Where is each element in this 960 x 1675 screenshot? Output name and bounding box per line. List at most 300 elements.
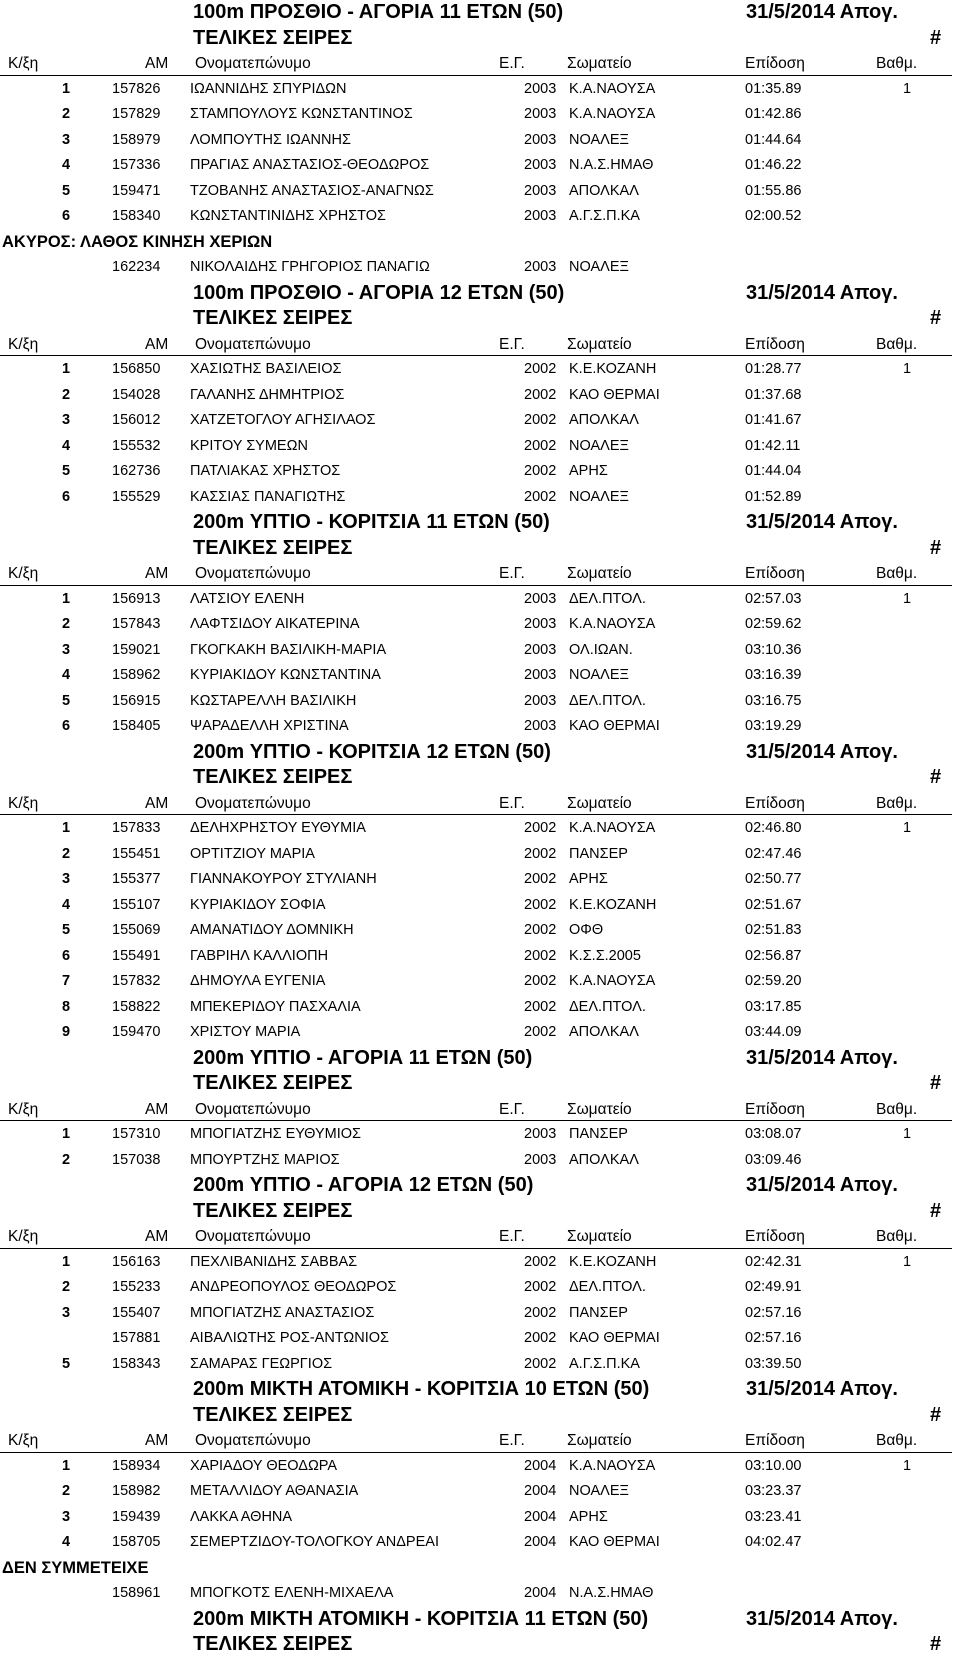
- registration-number: 158982: [112, 1483, 161, 1499]
- athlete-name: ΚΥΡΙΑΚΙΔΟΥ ΚΩΝΣΤΑΝΤΙΝΑ: [190, 667, 381, 683]
- athlete-name: ΠΕΧΛΙΒΑΝΙΔΗΣ ΣΑΒΒΑΣ: [190, 1253, 358, 1270]
- swim-time: 01:42.86: [745, 106, 802, 122]
- column-header-time: Επίδοση: [745, 335, 805, 353]
- heat-number-marker: #: [930, 1403, 942, 1426]
- result-row: [0, 255, 960, 281]
- athlete-name: ΣΕΜΕΡΤΖΙΔΟΥ-ΤΟΛΟΓΚΟΥ ΑΝΔΡΕΑΙ: [190, 1534, 439, 1550]
- rank: 2: [62, 386, 71, 403]
- column-header-pos: Κ/ξη: [8, 55, 39, 72]
- birth-year: 2003: [524, 259, 557, 275]
- result-row: [0, 587, 960, 613]
- rank: 3: [62, 641, 71, 658]
- column-header-year: Ε.Γ.: [499, 1228, 525, 1245]
- club-name: ΑΠΟΛΚΑΛ: [569, 1024, 639, 1040]
- event-subtitle-row: [0, 1199, 960, 1225]
- column-header-time: Επίδοση: [745, 1432, 805, 1449]
- athlete-name: ΓΑΛΑΝΗΣ ΔΗΜΗΤΡΙΟΣ: [190, 386, 345, 403]
- result-row: [0, 1326, 960, 1352]
- event-subtitle: ΤΕΛΙΚΕΣ ΣΕΙΡΕΣ: [193, 536, 353, 559]
- event-title: 100m ΠΡΟΣΘΙΟ - ΑΓΟΡΙΑ 11 ΕΤΩΝ (50): [193, 1, 564, 23]
- club-name: Κ.Α.ΝΑΟΥΣΑ: [569, 1457, 656, 1474]
- registration-number: 158405: [112, 718, 161, 734]
- registration-number: 158705: [112, 1534, 161, 1550]
- registration-number: 158343: [112, 1355, 161, 1372]
- registration-number: 155529: [112, 488, 161, 505]
- result-row: [0, 485, 960, 511]
- athlete-name: ΧΑΡΙΑΔΟΥ ΘΕΟΔΩΡΑ: [190, 1457, 338, 1474]
- result-row: [0, 995, 960, 1021]
- swim-time: 02:47.46: [745, 845, 802, 862]
- event-date: 31/5/2014 Απογ.: [746, 511, 898, 533]
- result-row: [0, 1454, 960, 1480]
- athlete-name: ΣΑΜΑΡΑΣ ΓΕΩΡΓΙΟΣ: [190, 1355, 333, 1372]
- swim-time: 02:00.52: [745, 208, 802, 224]
- event-title-row: [0, 281, 960, 307]
- column-header-name: Ονοματεπώνυμο: [195, 1432, 311, 1449]
- event-title-row: [0, 1377, 960, 1403]
- swim-time: 02:51.83: [745, 922, 802, 938]
- result-row: [0, 408, 960, 434]
- birth-year: 2003: [524, 106, 557, 122]
- athlete-name: ΓΚΟΓΚΑΚΗ ΒΑΣΙΛΙΚΗ-ΜΑΡΙΑ: [190, 641, 387, 658]
- athlete-name: ΜΠΕΚΕΡΙΔΟΥ ΠΑΣΧΑΛΙΑ: [190, 998, 361, 1015]
- header-underline: [0, 355, 952, 356]
- column-header-year: Ε.Γ.: [499, 335, 525, 353]
- column-header-am: AM: [145, 55, 169, 72]
- club-name: ΝΟΑΛΕΞ: [569, 131, 629, 148]
- column-header-year: Ε.Γ.: [499, 794, 525, 812]
- result-row: [0, 1479, 960, 1505]
- birth-year: 2003: [524, 1126, 557, 1142]
- result-row: [0, 1250, 960, 1276]
- result-row: [0, 1581, 960, 1607]
- athlete-name: ΚΑΣΣΙΑΣ ΠΑΝΑΓΙΩΤΗΣ: [190, 488, 346, 505]
- club-name: Κ.Α.ΝΑΟΥΣΑ: [569, 973, 656, 989]
- event-title: 100m ΠΡΟΣΘΙΟ - ΑΓΟΡΙΑ 12 ΕΤΩΝ (50): [193, 281, 565, 304]
- event-title-row: [0, 0, 960, 26]
- result-row: [0, 1530, 960, 1556]
- birth-year: 2002: [524, 463, 557, 479]
- rank: 2: [62, 616, 71, 632]
- event-date: 31/5/2014 Απογ.: [746, 1046, 898, 1069]
- points: 1: [903, 80, 912, 97]
- swim-time: 01:37.68: [745, 386, 802, 403]
- registration-number: 157310: [112, 1126, 161, 1142]
- registration-number: 158340: [112, 208, 161, 224]
- birth-year: 2002: [524, 361, 557, 377]
- points: 1: [903, 1126, 912, 1142]
- event-title-row: [0, 740, 960, 766]
- club-name: ΚΑΟ ΘΕΡΜΑΙ: [569, 1534, 660, 1550]
- column-header-club: Σωματείο: [567, 335, 632, 353]
- registration-number: 159471: [112, 182, 161, 199]
- athlete-name: ΚΩΣΤΑΡΕΛΛΗ ΒΑΣΙΛΙΚΗ: [190, 692, 357, 709]
- registration-number: 155532: [112, 437, 161, 454]
- birth-year: 2002: [524, 947, 557, 964]
- rank: 2: [62, 1151, 71, 1168]
- column-header-pos: Κ/ξη: [8, 794, 39, 812]
- result-row: [0, 638, 960, 664]
- column-header-row: [0, 332, 960, 358]
- event-subtitle: ΤΕΛΙΚΕΣ ΣΕΙΡΕΣ: [193, 1403, 353, 1426]
- header-underline: [0, 585, 952, 586]
- birth-year: 2002: [524, 845, 557, 862]
- swim-time: 02:42.31: [745, 1253, 802, 1270]
- birth-year: 2003: [524, 157, 557, 173]
- registration-number: 155107: [112, 896, 161, 913]
- swim-time: 01:42.11: [745, 437, 801, 454]
- athlete-name: ΝΙΚΟΛΑΙΔΗΣ ΓΡΗΓΟΡΙΟΣ ΠΑΝΑΓΙΩ: [190, 259, 430, 275]
- header-underline: [0, 1120, 952, 1121]
- column-header-am: AM: [145, 1432, 169, 1449]
- event-subtitle: ΤΕΛΙΚΕΣ ΣΕΙΡΕΣ: [193, 1199, 353, 1222]
- status-label: ΔΕΝ ΣΥΜΜΕΤΕΙΧΕ: [2, 1558, 149, 1577]
- heat-number-marker: #: [930, 1199, 942, 1222]
- swim-time: 01:55.86: [745, 182, 802, 199]
- athlete-name: ΜΠΟΓΚΟΤΣ ΕΛΕΝΗ-ΜΙΧΑΕΛΑ: [190, 1585, 394, 1601]
- points: 1: [903, 1457, 912, 1474]
- result-row: [0, 1122, 960, 1148]
- athlete-name: ΛΑΚΚΑ ΑΘΗΝΑ: [190, 1508, 293, 1525]
- rank: 5: [62, 1355, 71, 1372]
- rank: 1: [62, 820, 71, 836]
- club-name: ΑΡΗΣ: [569, 1508, 608, 1525]
- result-row: [0, 918, 960, 944]
- result-row: [0, 1148, 960, 1174]
- heat-number-marker: #: [930, 307, 942, 329]
- athlete-name: ΑΙΒΑΛΙΩΤΗΣ ΡΟΣ-ΑΝΤΩΝΙΟΣ: [190, 1330, 389, 1346]
- event-title-row: [0, 1173, 960, 1199]
- rank: 3: [62, 412, 71, 428]
- result-row: [0, 153, 960, 179]
- swim-time: 03:10.36: [745, 641, 802, 658]
- rank: 2: [62, 1483, 71, 1499]
- club-name: ΠΑΝΣΕΡ: [569, 845, 628, 862]
- athlete-name: ΨΑΡΑΔΕΛΛΗ ΧΡΙΣΤΙΝΑ: [190, 718, 349, 734]
- rank: 3: [62, 1508, 71, 1525]
- column-header-row: [0, 791, 960, 817]
- club-name: ΝΟΑΛΕΞ: [569, 259, 629, 275]
- rank: 1: [62, 361, 71, 377]
- rank: 9: [62, 1024, 71, 1040]
- registration-number: 159439: [112, 1508, 161, 1525]
- registration-number: 157843: [112, 616, 161, 632]
- column-header-points: Βαθμ.: [876, 1228, 918, 1245]
- event-section: [0, 510, 960, 740]
- event-section: [0, 0, 960, 281]
- registration-number: 159021: [112, 641, 161, 658]
- rank: 7: [62, 973, 71, 989]
- swim-time: 01:41.67: [745, 412, 802, 428]
- column-header-points: Βαθμ.: [876, 1432, 918, 1449]
- swim-time: 02:57.03: [745, 590, 802, 607]
- club-name: Κ.Α.ΝΑΟΥΣΑ: [569, 80, 656, 97]
- athlete-name: ΑΝΔΡΕΟΠΟΥΛΟΣ ΘΕΟΔΩΡΟΣ: [190, 1279, 397, 1295]
- birth-year: 2003: [524, 641, 557, 658]
- registration-number: 155407: [112, 1304, 161, 1321]
- rank: 4: [62, 896, 71, 913]
- birth-year: 2002: [524, 1279, 557, 1295]
- column-header-time: Επίδοση: [745, 1100, 805, 1118]
- result-row: [0, 204, 960, 230]
- birth-year: 2003: [524, 182, 557, 199]
- points: 1: [903, 820, 912, 836]
- club-name: ΝΟΑΛΕΞ: [569, 667, 629, 683]
- column-header-points: Βαθμ.: [876, 1100, 918, 1118]
- athlete-name: ΠΑΤΛΙΑΚΑΣ ΧΡΗΣΤΟΣ: [190, 463, 341, 479]
- points: 1: [903, 1253, 912, 1270]
- column-header-row: [0, 51, 960, 77]
- athlete-name: ΤΖΟΒΑΝΗΣ ΑΝΑΣΤΑΣΙΟΣ-ΑΝΑΓΝΩΣ: [190, 182, 434, 199]
- club-name: ΔΕΛ.ΠΤΟΛ.: [569, 590, 646, 607]
- swim-time: 02:59.62: [745, 616, 802, 632]
- event-section: [0, 1173, 960, 1377]
- swim-time: 02:57.16: [745, 1304, 802, 1321]
- registration-number: 155377: [112, 871, 161, 887]
- result-row: [0, 663, 960, 689]
- registration-number: 157826: [112, 80, 161, 97]
- rank: 3: [62, 131, 71, 148]
- registration-number: 158979: [112, 131, 161, 148]
- birth-year: 2002: [524, 437, 557, 454]
- column-header-am: AM: [145, 335, 169, 353]
- swim-time: 01:28.77: [745, 361, 802, 377]
- club-name: Ν.Α.Σ.ΗΜΑΘ: [569, 1585, 654, 1601]
- athlete-name: ΣΤΑΜΠΟΥΛΟΥΣ ΚΩΝΣΤΑΝΤΙΝΟΣ: [190, 106, 413, 122]
- registration-number: 157832: [112, 973, 161, 989]
- column-header-club: Σωματείο: [567, 794, 632, 812]
- column-header-row: [0, 1224, 960, 1250]
- result-row: [0, 1352, 960, 1378]
- column-header-pos: Κ/ξη: [8, 1100, 39, 1118]
- birth-year: 2004: [524, 1534, 557, 1550]
- event-date: 31/5/2014 Απογ.: [746, 281, 898, 304]
- event-subtitle-row: [0, 1071, 960, 1097]
- athlete-name: ΧΑΤΖΕΤΟΓΛΟΥ ΑΓΗΣΙΛΑΟΣ: [190, 412, 376, 428]
- event-subtitle: ΤΕΛΙΚΕΣ ΣΕΙΡΕΣ: [193, 307, 353, 329]
- club-name: ΝΟΑΛΕΞ: [569, 437, 629, 454]
- athlete-name: ΔΕΛΗΧΡΗΣΤΟΥ ΕΥΘΥΜΙΑ: [190, 820, 366, 836]
- column-header-club: Σωματείο: [567, 565, 632, 582]
- registration-number: 155491: [112, 947, 161, 964]
- event-title: 200m ΥΠΤΙΟ - ΑΓΟΡΙΑ 12 ΕΤΩΝ (50): [193, 1174, 534, 1196]
- birth-year: 2003: [524, 80, 557, 97]
- birth-year: 2002: [524, 488, 557, 505]
- swim-time: 02:49.91: [745, 1279, 802, 1295]
- column-header-am: AM: [145, 1100, 169, 1118]
- swim-time: 01:52.89: [745, 488, 802, 505]
- column-header-club: Σωματείο: [567, 1100, 632, 1118]
- birth-year: 2002: [524, 386, 557, 403]
- club-name: ΑΡΗΣ: [569, 463, 608, 479]
- event-title: 200m ΥΠΤΙΟ - ΚΟΡΙΤΣΙΑ 11 ΕΤΩΝ (50): [193, 511, 550, 533]
- heat-number-marker: #: [930, 1072, 942, 1094]
- club-name: Α.Γ.Σ.Π.ΚΑ: [569, 208, 640, 224]
- points: 1: [903, 361, 912, 377]
- athlete-name: ΚΡΙΤΟΥ ΣΥΜΕΩΝ: [190, 437, 308, 454]
- athlete-name: ΓΙΑΝΝΑΚΟΥΡΟΥ ΣΤΥΛΙΑΝΗ: [190, 871, 377, 887]
- result-row: [0, 383, 960, 409]
- result-row: [0, 689, 960, 715]
- result-row: [0, 1505, 960, 1531]
- rank: 5: [62, 692, 71, 709]
- rank: 4: [62, 1534, 71, 1550]
- header-underline: [0, 1452, 952, 1453]
- column-header-pos: Κ/ξη: [8, 565, 39, 582]
- status-label: ΑΚΥΡΟΣ: ΛΑΘΟΣ ΚΙΝΗΣΗ ΧΕΡΙΩΝ: [2, 232, 273, 251]
- event-title: 200m ΥΠΤΙΟ - ΑΓΟΡΙΑ 11 ΕΤΩΝ (50): [193, 1046, 533, 1069]
- rank: 2: [62, 1279, 71, 1295]
- points: 1: [903, 590, 912, 607]
- birth-year: 2002: [524, 1304, 557, 1321]
- club-name: ΝΟΑΛΕΞ: [569, 488, 629, 505]
- column-header-points: Βαθμ.: [876, 565, 918, 582]
- swim-time: 02:46.80: [745, 820, 802, 836]
- club-name: Κ.Σ.Σ.2005: [569, 947, 641, 964]
- event-section: [0, 1607, 960, 1658]
- registration-number: 162736: [112, 463, 161, 479]
- rank: 6: [62, 488, 71, 505]
- event-date: 31/5/2014 Απογ.: [746, 1174, 898, 1196]
- result-row: [0, 1301, 960, 1327]
- column-header-pos: Κ/ξη: [8, 335, 39, 353]
- event-date: 31/5/2014 Απογ.: [746, 1378, 898, 1400]
- athlete-name: ΛΟΜΠΟΥΤΗΣ ΙΩΑΝΝΗΣ: [190, 131, 351, 148]
- column-header-row: [0, 561, 960, 587]
- header-underline: [0, 814, 952, 815]
- athlete-name: ΜΕΤΑΛΛΙΔΟΥ ΑΘΑΝΑΣΙΑ: [190, 1483, 359, 1499]
- column-header-name: Ονοματεπώνυμο: [195, 335, 311, 353]
- rank: 4: [62, 157, 71, 173]
- result-row: [0, 714, 960, 740]
- club-name: ΑΠΟΛΚΑΛ: [569, 182, 639, 199]
- registration-number: 155451: [112, 845, 161, 862]
- athlete-name: ΜΠΟΓΙΑΤΖΗΣ ΕΥΘΥΜΙΟΣ: [190, 1126, 361, 1142]
- registration-number: 157336: [112, 157, 161, 173]
- rank: 2: [62, 106, 71, 122]
- birth-year: 2002: [524, 1024, 557, 1040]
- status-row: [0, 1556, 960, 1582]
- birth-year: 2002: [524, 973, 557, 989]
- birth-year: 2004: [524, 1457, 557, 1474]
- rank: 1: [62, 1253, 71, 1270]
- event-subtitle-row: [0, 1632, 960, 1658]
- club-name: ΔΕΛ.ΠΤΟΛ.: [569, 692, 646, 709]
- column-header-time: Επίδοση: [745, 565, 805, 582]
- column-header-year: Ε.Γ.: [499, 55, 525, 72]
- event-subtitle: ΤΕΛΙΚΕΣ ΣΕΙΡΕΣ: [193, 1072, 353, 1094]
- club-name: ΠΑΝΣΕΡ: [569, 1126, 628, 1142]
- result-row: [0, 612, 960, 638]
- registration-number: 155233: [112, 1279, 161, 1295]
- registration-number: 156850: [112, 361, 161, 377]
- event-date: 31/5/2014 Απογ.: [746, 1607, 898, 1630]
- column-header-points: Βαθμ.: [876, 335, 918, 353]
- club-name: ΟΛ.ΙΩΑΝ.: [569, 641, 633, 658]
- birth-year: 2002: [524, 922, 557, 938]
- birth-year: 2003: [524, 667, 557, 683]
- club-name: ΚΑΟ ΘΕΡΜΑΙ: [569, 386, 660, 403]
- registration-number: 158961: [112, 1585, 161, 1601]
- swim-time: 02:51.67: [745, 896, 802, 913]
- result-row: [0, 179, 960, 205]
- birth-year: 2003: [524, 1151, 557, 1168]
- event-title: 200m ΜΙΚΤΗ ΑΤΟΜΙΚΗ - ΚΟΡΙΤΣΙΑ 11 ΕΤΩΝ (50): [193, 1607, 649, 1630]
- birth-year: 2002: [524, 1253, 557, 1270]
- result-row: [0, 357, 960, 383]
- column-header-name: Ονοματεπώνυμο: [195, 1228, 311, 1245]
- event-section: [0, 1377, 960, 1607]
- event-subtitle-row: [0, 765, 960, 791]
- header-underline: [0, 1248, 952, 1249]
- event-subtitle: ΤΕΛΙΚΕΣ ΣΕΙΡΕΣ: [193, 766, 353, 788]
- club-name: ΝΟΑΛΕΞ: [569, 1483, 629, 1499]
- club-name: Ν.Α.Σ.ΗΜΑΘ: [569, 157, 654, 173]
- swim-time: 01:44.04: [745, 463, 802, 479]
- registration-number: 158822: [112, 998, 161, 1015]
- birth-year: 2002: [524, 896, 557, 913]
- athlete-name: ΙΩΑΝΝΙΔΗΣ ΣΠΥΡΙΔΩΝ: [190, 80, 347, 97]
- column-header-club: Σωματείο: [567, 1228, 632, 1245]
- swim-time: 04:02.47: [745, 1534, 802, 1550]
- birth-year: 2004: [524, 1483, 557, 1499]
- rank: 6: [62, 718, 71, 734]
- athlete-name: ΜΠΟΥΡΤΖΗΣ ΜΑΡΙΟΣ: [190, 1151, 340, 1168]
- heat-number-marker: #: [930, 536, 942, 559]
- registration-number: 157881: [112, 1330, 161, 1346]
- rank: 2: [62, 845, 71, 862]
- swim-time: 02:50.77: [745, 871, 802, 887]
- swim-time: 03:10.00: [745, 1457, 802, 1474]
- club-name: ΔΕΛ.ΠΤΟΛ.: [569, 998, 646, 1015]
- result-row: [0, 1020, 960, 1046]
- header-underline: [0, 75, 952, 76]
- athlete-name: ΚΩΝΣΤΑΝΤΙΝΙΔΗΣ ΧΡΗΣΤΟΣ: [190, 208, 387, 224]
- rank: 5: [62, 182, 71, 199]
- column-header-year: Ε.Γ.: [499, 565, 525, 582]
- column-header-year: Ε.Γ.: [499, 1432, 525, 1449]
- athlete-name: ΔΗΜΟΥΛΑ ΕΥΓΕΝΙΑ: [190, 973, 326, 989]
- athlete-name: ΟΡΤΙΤΖΙΟΥ ΜΑΡΙΑ: [190, 845, 315, 862]
- rank: 1: [62, 80, 71, 97]
- status-row: [0, 230, 960, 256]
- swim-time: 03:19.29: [745, 718, 802, 734]
- registration-number: 156163: [112, 1253, 161, 1270]
- swim-time: 03:16.39: [745, 667, 802, 683]
- registration-number: 156913: [112, 590, 161, 607]
- event-section: [0, 281, 960, 511]
- event-title-row: [0, 1046, 960, 1072]
- event-title: 200m ΜΙΚΤΗ ΑΤΟΜΙΚΗ - ΚΟΡΙΤΣΙΑ 10 ΕΤΩΝ (50): [193, 1378, 650, 1400]
- swim-time: 03:17.85: [745, 998, 802, 1015]
- club-name: ΟΦΘ: [569, 922, 604, 938]
- rank: 5: [62, 463, 71, 479]
- swim-time: 01:44.64: [745, 131, 802, 148]
- event-section: [0, 740, 960, 1046]
- rank: 3: [62, 1304, 71, 1321]
- swim-time: 03:09.46: [745, 1151, 802, 1168]
- athlete-name: ΠΡΑΓΙΑΣ ΑΝΑΣΤΑΣΙΟΣ-ΘΕΟΔΩΡΟΣ: [190, 157, 430, 173]
- column-header-club: Σωματείο: [567, 1432, 632, 1449]
- club-name: ΔΕΛ.ΠΤΟΛ.: [569, 1279, 646, 1295]
- birth-year: 2002: [524, 820, 557, 836]
- event-section: [0, 1046, 960, 1174]
- event-title-row: [0, 510, 960, 536]
- birth-year: 2002: [524, 1330, 557, 1346]
- club-name: Κ.Ε.ΚΟΖΑΝΗ: [569, 361, 657, 377]
- result-row: [0, 969, 960, 995]
- column-header-am: AM: [145, 565, 169, 582]
